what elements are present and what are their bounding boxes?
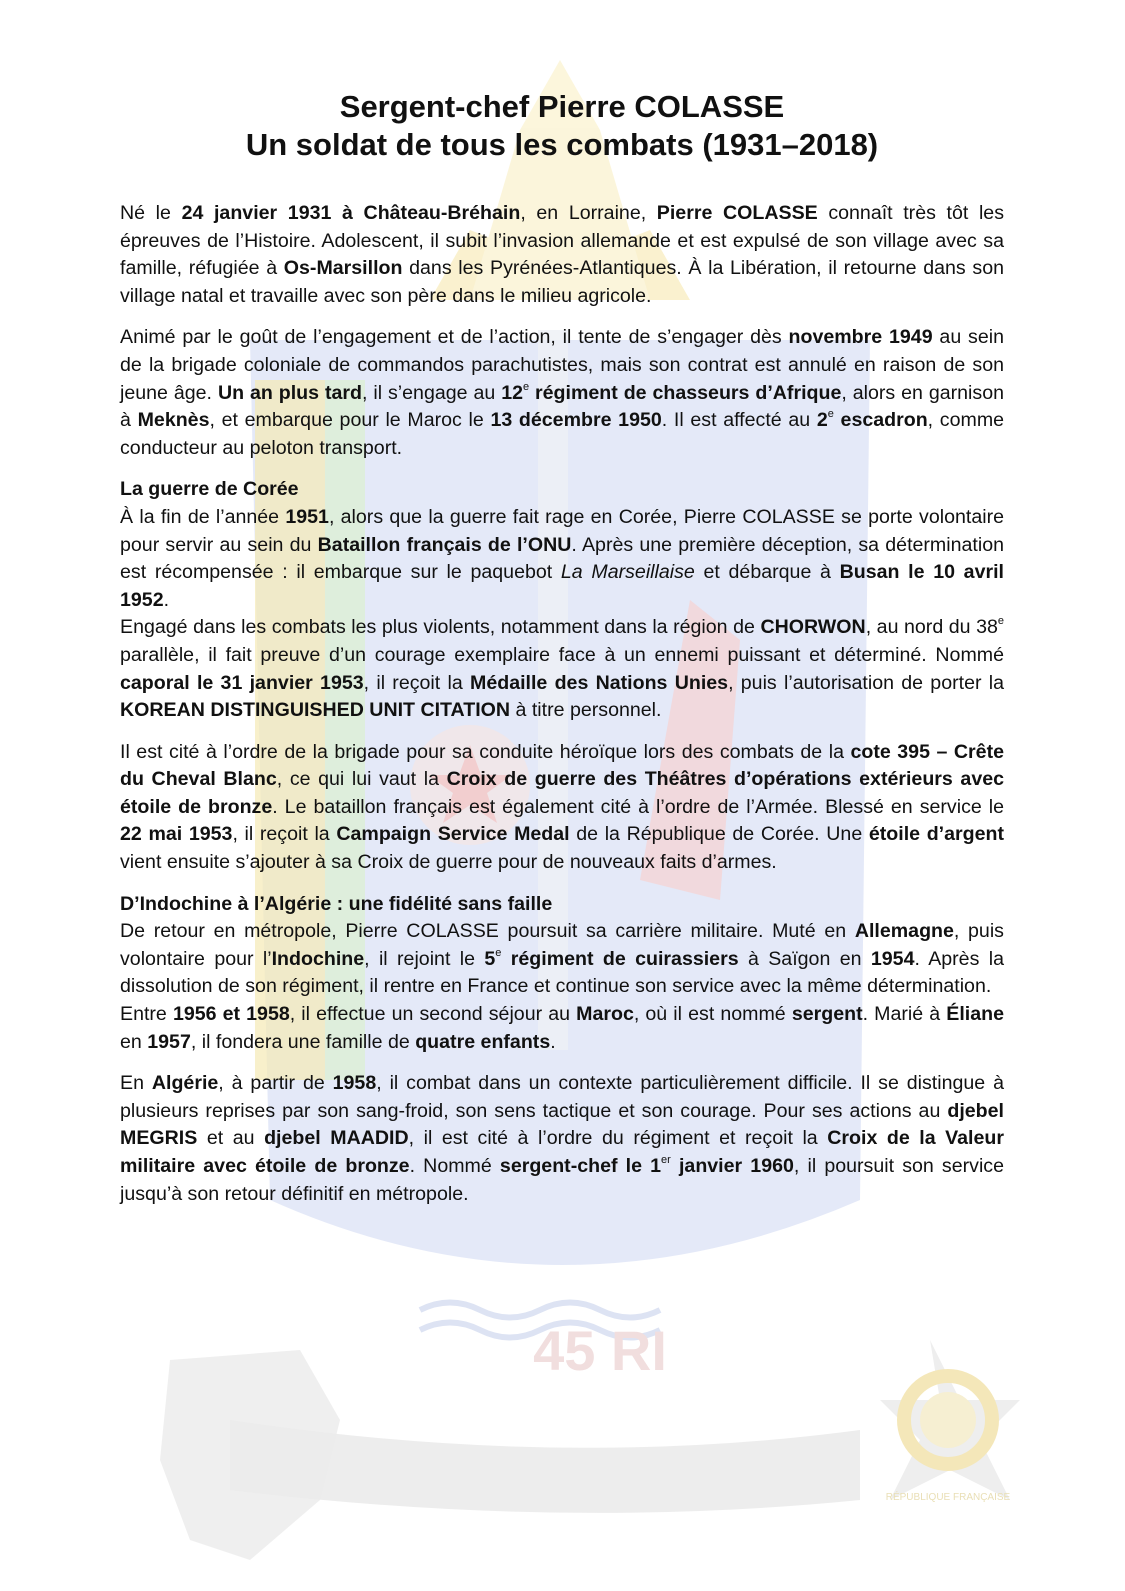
heading-korea: La guerre de Corée [120, 478, 299, 501]
document-body [120, 200, 1004, 1208]
paragraph-indochina: De retour en métropole, Pierre COLASSE poursuit sa carrière militaire. Muté en Allemagne, puis volontaire pour l’Indochine, il rejoint le 5e régiment de cuirassiers à Saïgon en 1954. Après la dissolution de son régiment, il rentre en France et continue son service avec la même détermination. [120, 920, 1004, 998]
seal-text: RÉPUBLIQUE FRANÇAISE [885, 1492, 1011, 1503]
paragraph-enlistment: Animé par le goût de l’engagement et de l’action, il tente de s’engager dès novembre 1949 au sein de la brigade coloniale de commandos parachutistes, mais son contrat est annulé en raison de son jeune âge. Un an plus tard, il s’engage au 12e régiment de chasseurs d’Afrique, alors en garnison à Meknès, et embarque pour le Maroc le 13 décembre 1950. Il est affecté au 2e escadron, comme conducteur au peloton transport. [120, 326, 1005, 459]
paragraph-algeria: En Algérie, à partir de 1958, il combat dans un contexte particulièrement difficile. Il se distingue à plusieurs reprises par son sang-froid, son sens tactique et son courage. Pour ses actions au djebel MEGRIS et au djebel MAADID, il est cité à l’ordre du régiment et reçoit la Croix de la Valeur militaire avec étoile de bronze. Nommé sergent-chef le 1er janvier 1960, il poursuit son service jusqu’à son retour définitif en métropole. [120, 1072, 1004, 1205]
motto-text: 45 RI [533, 1319, 667, 1382]
bottom-banner [230, 1420, 860, 1513]
title-block [110, 88, 1014, 164]
heading-indochina-algeria: D’Indochine à l’Algérie : une fidélité sans faille [120, 892, 553, 915]
paragraph-birth: Né le 24 janvier 1931 à Château-Bréhain, en Lorraine, Pierre COLASSE connaît très tôt les épreuves de l’Histoire. Adolescent, il subit l’invasion allemande et est expulsé de son village avec sa famille, réfugiée à Os-Marsillon dans les Pyrénées-Atlantiques. À la Libération, il retourne dans son village natal et travaille avec son père dans le milieu agricole. [120, 202, 1004, 307]
document-page [120, 88, 1004, 1208]
wave-lines [420, 1303, 660, 1318]
paragraph-korea-citations: Il est cité à l’ordre de la brigade pour sa conduite héroïque lors des combats de la cote 395 – Crête du Cheval Blanc, ce qui lui vaut la Croix de guerre des Théâtres d’opérations extérieurs avec étoile de bronze. Le bataillon français est également cité à l’ordre de l’Armée. Blessé en service le 22 mai 1953, il reçoit la Campaign Service Medal de la République de Corée. Une étoile d’argent vient ensuite s’ajouter à sa Croix de guerre pour de nouveaux faits d’armes. [120, 740, 1005, 874]
paragraph-korea-volunteer: À la fin de l’année 1951, alors que la guerre fait rage en Corée, Pierre COLASSE se porte volontaire pour servir au sein du Bataillon français de l’ONU. Après une première déception, sa détermination est récompensée : il embarque sur le paquebot La Marseillaise et débarque à Busan le 10 avril 1952. [120, 505, 1004, 611]
cross-medal [880, 1340, 1020, 1500]
title-line-2: Un soldat de tous les combats (1931–2018) [245, 127, 879, 162]
paragraph-korea-combat: Engagé dans les combats les plus violents, notamment dans la région de CHORWON, au nord du 38e parallèle, il fait preuve d’un courage exemplaire face à un ennemi puissant et déterminé. Nommé caporal le 31 janvier 1953, il reçoit la Médaille des Nations Unies, puis l’autorisation de porter la KOREAN DISTINGUISHED UNIT CITATION à titre personnel. [120, 615, 1005, 722]
paragraph-morocco: Entre 1956 et 1958, il effectue un second séjour au Maroc, où il est nommé sergent. Marié à Éliane en 1957, il fondera une famille de quatre enfants. [120, 1003, 1004, 1053]
title-line-1: Sergent-chef Pierre COLASSE [339, 89, 785, 124]
